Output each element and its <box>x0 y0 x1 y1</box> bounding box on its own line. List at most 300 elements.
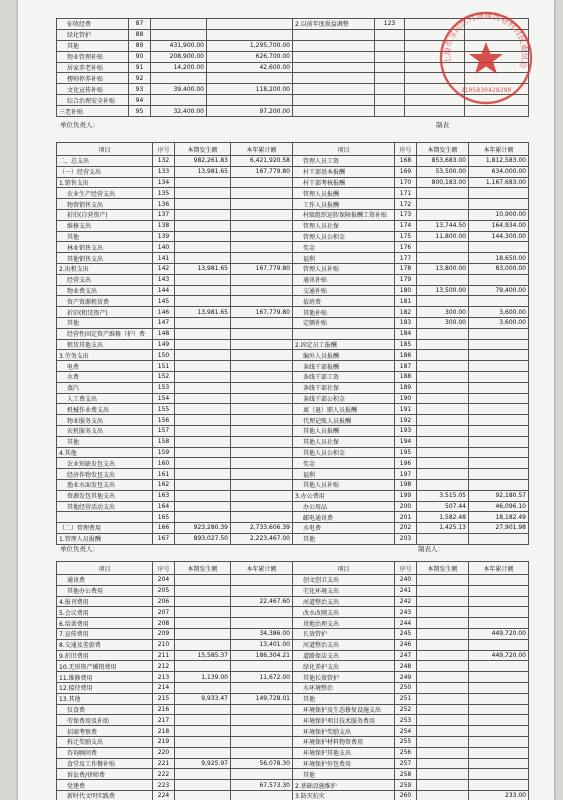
item-right: 环境保护项目技术服务费用 <box>293 715 395 726</box>
seq-left: 221 <box>153 758 175 769</box>
expense-table-bottom <box>56 561 529 800</box>
ytd-right <box>469 469 529 480</box>
ytd-left <box>231 458 293 469</box>
ytd-right: 1,812,583.00 <box>469 156 529 167</box>
current-right <box>417 790 469 800</box>
ytd-right <box>469 382 529 393</box>
item-left: 通讯费 <box>57 575 153 586</box>
item-left: 楞帅停养补贴 <box>57 73 129 84</box>
current-left <box>175 199 231 210</box>
seq-left: 93 <box>129 84 151 95</box>
current-right <box>417 274 469 285</box>
ytd-left <box>231 317 293 328</box>
column-header: 本期发生额 <box>175 143 231 156</box>
item-left: 7.宣传费用 <box>57 628 153 639</box>
seq-right: 170 <box>395 177 417 188</box>
seq-left: 91 <box>129 62 151 73</box>
current-left <box>175 479 231 490</box>
current-left <box>175 425 231 436</box>
current-left: 893,027.50 <box>175 533 231 544</box>
seq-right: 202 <box>395 523 417 534</box>
seq-left: 144 <box>153 285 175 296</box>
ytd-left <box>231 607 293 618</box>
table-row <box>57 199 529 210</box>
item-left: 仪食费 <box>57 704 153 715</box>
seq-right: 259 <box>395 780 417 791</box>
current-left <box>175 512 231 523</box>
ytd-right: 18,182.49 <box>469 512 529 523</box>
current-right <box>417 339 469 350</box>
table-row <box>57 188 529 199</box>
seq-left: 157 <box>153 425 175 436</box>
seq-left: 205 <box>153 585 175 596</box>
seq-left: 215 <box>153 693 175 704</box>
item-left: 经济作物发包支出 <box>57 469 153 480</box>
ytd-left <box>231 177 293 188</box>
seq-right: 179 <box>395 274 417 285</box>
item-left: 10.无形资产摊销费用 <box>57 661 153 672</box>
seq-left: 208 <box>153 618 175 629</box>
seq-right: 192 <box>395 415 417 426</box>
item-left: 资产资源租赁费 <box>57 296 153 307</box>
ytd-left <box>231 285 293 296</box>
seq-left: 220 <box>153 747 175 758</box>
item-left: 3.劳务支出 <box>57 350 153 361</box>
ytd-left <box>231 585 293 596</box>
current-left <box>175 285 231 296</box>
column-header: 本年累计额 <box>469 562 529 575</box>
header-row <box>57 143 529 156</box>
seq-right: 247 <box>395 650 417 661</box>
item-right <box>293 62 375 73</box>
ytd-left <box>231 747 293 758</box>
ytd-left <box>231 682 293 693</box>
current-left: 13,981.65 <box>175 166 231 177</box>
seq-right: 171 <box>395 188 417 199</box>
current-right <box>417 704 469 715</box>
seq-left: 90 <box>129 51 151 62</box>
item-right: 河道整治支出 <box>293 639 395 650</box>
column-header: 序号 <box>153 143 175 156</box>
ytd-right: 46,096.10 <box>469 501 529 512</box>
item-right <box>293 95 375 106</box>
seq-left: 145 <box>153 296 175 307</box>
seq-right: 197 <box>395 469 417 480</box>
ytd-left <box>231 199 293 210</box>
current-right <box>417 199 469 210</box>
current-right <box>417 458 469 469</box>
ytd-left: 42,600.00 <box>207 62 293 73</box>
current-left <box>175 231 231 242</box>
table-row <box>57 618 529 629</box>
item-right: 绿化养护支出 <box>293 661 395 672</box>
seq-left: 164 <box>153 501 175 512</box>
table-row <box>57 628 529 639</box>
ytd-right <box>469 328 529 339</box>
item-left: 12.接待费用 <box>57 682 153 693</box>
item-right: 管理人员报酬 <box>293 188 395 199</box>
ytd-right <box>469 639 529 650</box>
ytd-right <box>469 672 529 683</box>
ytd-left: 167,779.80 <box>231 307 293 318</box>
table-row <box>57 726 529 737</box>
seq-left: 156 <box>153 415 175 426</box>
svg-text:上海市宝山区月浦镇沈巷村村民委员会: 上海市宝山区月浦镇沈巷村村民委员会 <box>442 11 530 70</box>
seq-right <box>375 84 405 95</box>
item-right: 道路保洁支出 <box>293 650 395 661</box>
item-left: 1.销售支出 <box>57 177 153 188</box>
current-right <box>417 242 469 253</box>
item-right: 值班费 <box>293 296 395 307</box>
ytd-left: 2,223,467.00 <box>231 533 293 544</box>
ytd-right <box>469 274 529 285</box>
seq-left: 204 <box>153 575 175 586</box>
seq-left: 217 <box>153 715 175 726</box>
ytd-right <box>469 199 529 210</box>
item-left: （二）管理费用 <box>57 523 153 534</box>
ytd-left <box>231 661 293 672</box>
current-left: 982,261.83 <box>175 156 231 167</box>
current-left <box>175 490 231 501</box>
current-right <box>417 447 469 458</box>
item-right: 河道整治支出 <box>293 596 395 607</box>
ytd-left <box>231 715 293 726</box>
item-left: 蒸汽 <box>57 382 153 393</box>
table-row <box>57 715 529 726</box>
ytd-left <box>231 490 293 501</box>
current-right <box>417 393 469 404</box>
current-right <box>417 575 469 586</box>
seq-left: 87 <box>129 19 151 30</box>
current-left <box>175 361 231 372</box>
table-row <box>57 253 529 264</box>
ytd-left: 167,779.80 <box>231 263 293 274</box>
item-left: 折旧(租赁资产) <box>57 307 153 318</box>
ytd-left <box>231 618 293 629</box>
item-left: 2.出租支出 <box>57 263 153 274</box>
current-right <box>417 736 469 747</box>
item-right: 改水改厕支出 <box>293 607 395 618</box>
table-row <box>57 447 529 458</box>
item-right <box>293 40 375 51</box>
seq-left: 165 <box>153 512 175 523</box>
item-right: 编外人员报酬 <box>293 350 395 361</box>
item-left: 渔业水面发包支出 <box>57 479 153 490</box>
table-row <box>57 758 529 769</box>
ytd-right <box>469 339 529 350</box>
table-row <box>57 220 529 231</box>
unit-head-label: 单位负责人： <box>60 121 99 129</box>
ytd-left: 1,295,700.00 <box>207 40 293 51</box>
item-right: 2.固定员工报酬 <box>293 339 395 350</box>
item-right: 村干部考核报酬 <box>293 177 395 188</box>
item-right: 交通补贴 <box>293 285 395 296</box>
ytd-right: 634,000.00 <box>469 166 529 177</box>
current-right <box>417 618 469 629</box>
table-row <box>57 156 529 167</box>
table-row <box>57 672 529 683</box>
item-left: 11.维修费用 <box>57 672 153 683</box>
item-left: 其他 <box>57 40 129 51</box>
item-right: 其他 <box>293 533 395 544</box>
table-row <box>57 639 529 650</box>
current-left <box>175 501 231 512</box>
table-row <box>57 469 529 480</box>
column-header: 序号 <box>395 562 417 575</box>
item-right <box>293 29 375 40</box>
seq-left: 141 <box>153 253 175 264</box>
item-right: 环境保护其他支出 <box>293 747 395 758</box>
seq-left: 162 <box>153 479 175 490</box>
ytd-left: 186,304.21 <box>231 650 293 661</box>
seq-left: 136 <box>153 199 175 210</box>
seq-left: 132 <box>153 156 175 167</box>
seq-right: 188 <box>395 371 417 382</box>
seq-left: 210 <box>153 639 175 650</box>
ytd-right <box>469 188 529 199</box>
current-right <box>417 780 469 791</box>
current-right <box>417 371 469 382</box>
current-right <box>417 607 469 618</box>
item-right: 条线干部工资 <box>293 371 395 382</box>
seq-right: 194 <box>395 436 417 447</box>
ytd-left <box>231 361 293 372</box>
official-seal <box>436 8 536 108</box>
item-left: 1.管理人员报酬 <box>57 533 153 544</box>
item-left: 林业销售支出 <box>57 242 153 253</box>
seq-right: 245 <box>395 628 417 639</box>
ytd-left <box>231 790 293 800</box>
seq-right <box>375 51 405 62</box>
seq-right: 244 <box>395 618 417 629</box>
table-row <box>57 575 529 586</box>
seq-right: 172 <box>395 199 417 210</box>
seq-right: 242 <box>395 596 417 607</box>
ytd-right: 3,600.00 <box>469 317 529 328</box>
current-right <box>417 436 469 447</box>
seq-right <box>375 40 405 51</box>
current-left: 14,200.00 <box>151 62 207 73</box>
seq-right <box>375 95 405 106</box>
ytd-right <box>469 661 529 672</box>
ytd-left <box>231 220 293 231</box>
seq-right: 177 <box>395 253 417 264</box>
ytd-left: 22,467.60 <box>231 596 293 607</box>
table-row <box>57 780 529 791</box>
ytd-left <box>231 328 293 339</box>
ytd-right: 449,720.00 <box>469 628 529 639</box>
current-left <box>175 188 231 199</box>
preparer-label: 制表 <box>436 121 449 129</box>
item-left: 4.其他 <box>57 447 153 458</box>
current-right <box>417 661 469 672</box>
seq-left: 216 <box>153 704 175 715</box>
seq-left: 219 <box>153 736 175 747</box>
seq-right: 181 <box>395 296 417 307</box>
current-left <box>175 704 231 715</box>
ytd-left <box>231 436 293 447</box>
seq-left: 213 <box>153 672 175 683</box>
current-right <box>417 253 469 264</box>
ytd-left <box>231 575 293 586</box>
ytd-right <box>469 458 529 469</box>
ytd-left <box>231 350 293 361</box>
current-right <box>417 715 469 726</box>
item-right: 通讯补贴 <box>293 274 395 285</box>
table-row <box>57 523 529 534</box>
svg-text:3105830428290: 3105830428290 <box>460 86 512 94</box>
seq-left: 223 <box>153 780 175 791</box>
table-row <box>57 490 529 501</box>
current-left <box>175 317 231 328</box>
seq-left: 212 <box>153 661 175 672</box>
current-right: 300.00 <box>417 317 469 328</box>
seq-right: 123 <box>375 19 405 30</box>
table-row <box>57 285 529 296</box>
column-header: 本期发生额 <box>175 562 231 575</box>
seq-left: 153 <box>153 382 175 393</box>
seq-left: 88 <box>129 29 151 40</box>
table-row <box>57 274 529 285</box>
current-left <box>175 274 231 285</box>
ytd-left <box>231 393 293 404</box>
current-left <box>175 618 231 629</box>
ytd-right <box>469 371 529 382</box>
ytd-right: 233.00 <box>469 790 529 800</box>
ytd-left <box>207 19 293 30</box>
item-left: 新时代文明实践费 <box>57 790 153 800</box>
item-left: 租赁其他支出 <box>57 339 153 350</box>
current-left <box>175 296 231 307</box>
table-row <box>57 404 529 415</box>
table-row <box>57 242 529 253</box>
item-left: 经营性固定资产维修（护）费 <box>57 328 153 339</box>
column-header: 项目 <box>293 562 395 575</box>
item-right <box>293 51 375 62</box>
item-right <box>293 73 375 84</box>
ytd-left <box>231 425 293 436</box>
current-left <box>175 350 231 361</box>
current-left <box>175 328 231 339</box>
seq-right: 173 <box>395 209 417 220</box>
item-left: 劳保费用及补助 <box>57 715 153 726</box>
seq-left: 151 <box>153 361 175 372</box>
table-row <box>57 350 529 361</box>
current-left <box>175 639 231 650</box>
table-row <box>57 231 529 242</box>
ytd-left <box>231 382 293 393</box>
seq-left: 150 <box>153 350 175 361</box>
ytd-right: 79,400.00 <box>469 285 529 296</box>
table-row <box>57 328 529 339</box>
current-right <box>417 350 469 361</box>
item-right: 条线干部公积金 <box>293 393 395 404</box>
seq-right <box>375 106 405 117</box>
current-right: 300.00 <box>417 307 469 318</box>
table-row <box>57 736 529 747</box>
ytd-right: 18,650.00 <box>469 253 529 264</box>
item-right: 其他长效管护 <box>293 672 395 683</box>
table-row <box>57 585 529 596</box>
seq-left: 154 <box>153 393 175 404</box>
item-left <box>57 512 153 523</box>
ytd-right <box>469 533 529 544</box>
current-left <box>175 177 231 188</box>
ytd-left <box>231 704 293 715</box>
item-right: 水环境整治 <box>293 682 395 693</box>
item-right: 2.以前年度损益调整 <box>293 19 375 30</box>
item-right: 基地治理支出 <box>293 618 395 629</box>
column-header: 序号 <box>153 562 175 575</box>
ytd-right <box>469 415 529 426</box>
current-right: 800,183.00 <box>417 177 469 188</box>
item-left: 农机服务支出 <box>57 425 153 436</box>
ytd-right <box>469 350 529 361</box>
current-right <box>417 479 469 490</box>
table-row <box>57 596 529 607</box>
seq-right: 180 <box>395 285 417 296</box>
ytd-right: 164,934.00 <box>469 220 529 231</box>
seq-right: 182 <box>395 307 417 318</box>
seq-right: 250 <box>395 682 417 693</box>
item-right: 2.基础设施维护 <box>293 780 395 791</box>
current-left <box>175 242 231 253</box>
table-row <box>57 317 529 328</box>
table-row <box>57 209 529 220</box>
seq-right: 174 <box>395 220 417 231</box>
current-left <box>175 596 231 607</box>
seq-right: 185 <box>395 339 417 350</box>
seq-right: 254 <box>395 726 417 737</box>
table-row <box>57 415 529 426</box>
seq-right: 257 <box>395 758 417 769</box>
preparer-label-2: 制表人： <box>418 545 444 553</box>
item-left: 5.会议费用 <box>57 607 153 618</box>
current-left <box>175 715 231 726</box>
item-right <box>293 84 375 95</box>
table-row <box>57 661 529 672</box>
item-left: 征收经费 <box>57 19 129 30</box>
current-right <box>417 425 469 436</box>
seq-right: 249 <box>395 672 417 683</box>
current-left: 923,280.39 <box>175 523 231 534</box>
current-left <box>175 747 231 758</box>
item-left: 4.报刊费用 <box>57 596 153 607</box>
item-left: 农业短缺发包支出 <box>57 458 153 469</box>
ytd-left <box>231 736 293 747</box>
current-left: 13,981.65 <box>175 263 231 274</box>
seq-left: 160 <box>153 458 175 469</box>
item-right: 定额补贴 <box>293 317 395 328</box>
seq-right: 251 <box>395 693 417 704</box>
current-left <box>175 436 231 447</box>
ytd-right <box>469 715 529 726</box>
seq-left: 214 <box>153 682 175 693</box>
ytd-left <box>231 242 293 253</box>
item-left: 人工费支出 <box>57 393 153 404</box>
current-right: 13,800.00 <box>417 263 469 274</box>
seq-left: 135 <box>153 188 175 199</box>
item-left: 物业费支出 <box>57 285 153 296</box>
ytd-left: 56,078.30 <box>231 758 293 769</box>
ytd-left <box>231 512 293 523</box>
table-row <box>57 650 529 661</box>
ytd-left: 13,401.00 <box>231 639 293 650</box>
item-left: 其他 <box>57 436 153 447</box>
seq-right: 195 <box>395 447 417 458</box>
current-right: 13,500.00 <box>417 285 469 296</box>
current-left: 15,585.37 <box>175 650 231 661</box>
